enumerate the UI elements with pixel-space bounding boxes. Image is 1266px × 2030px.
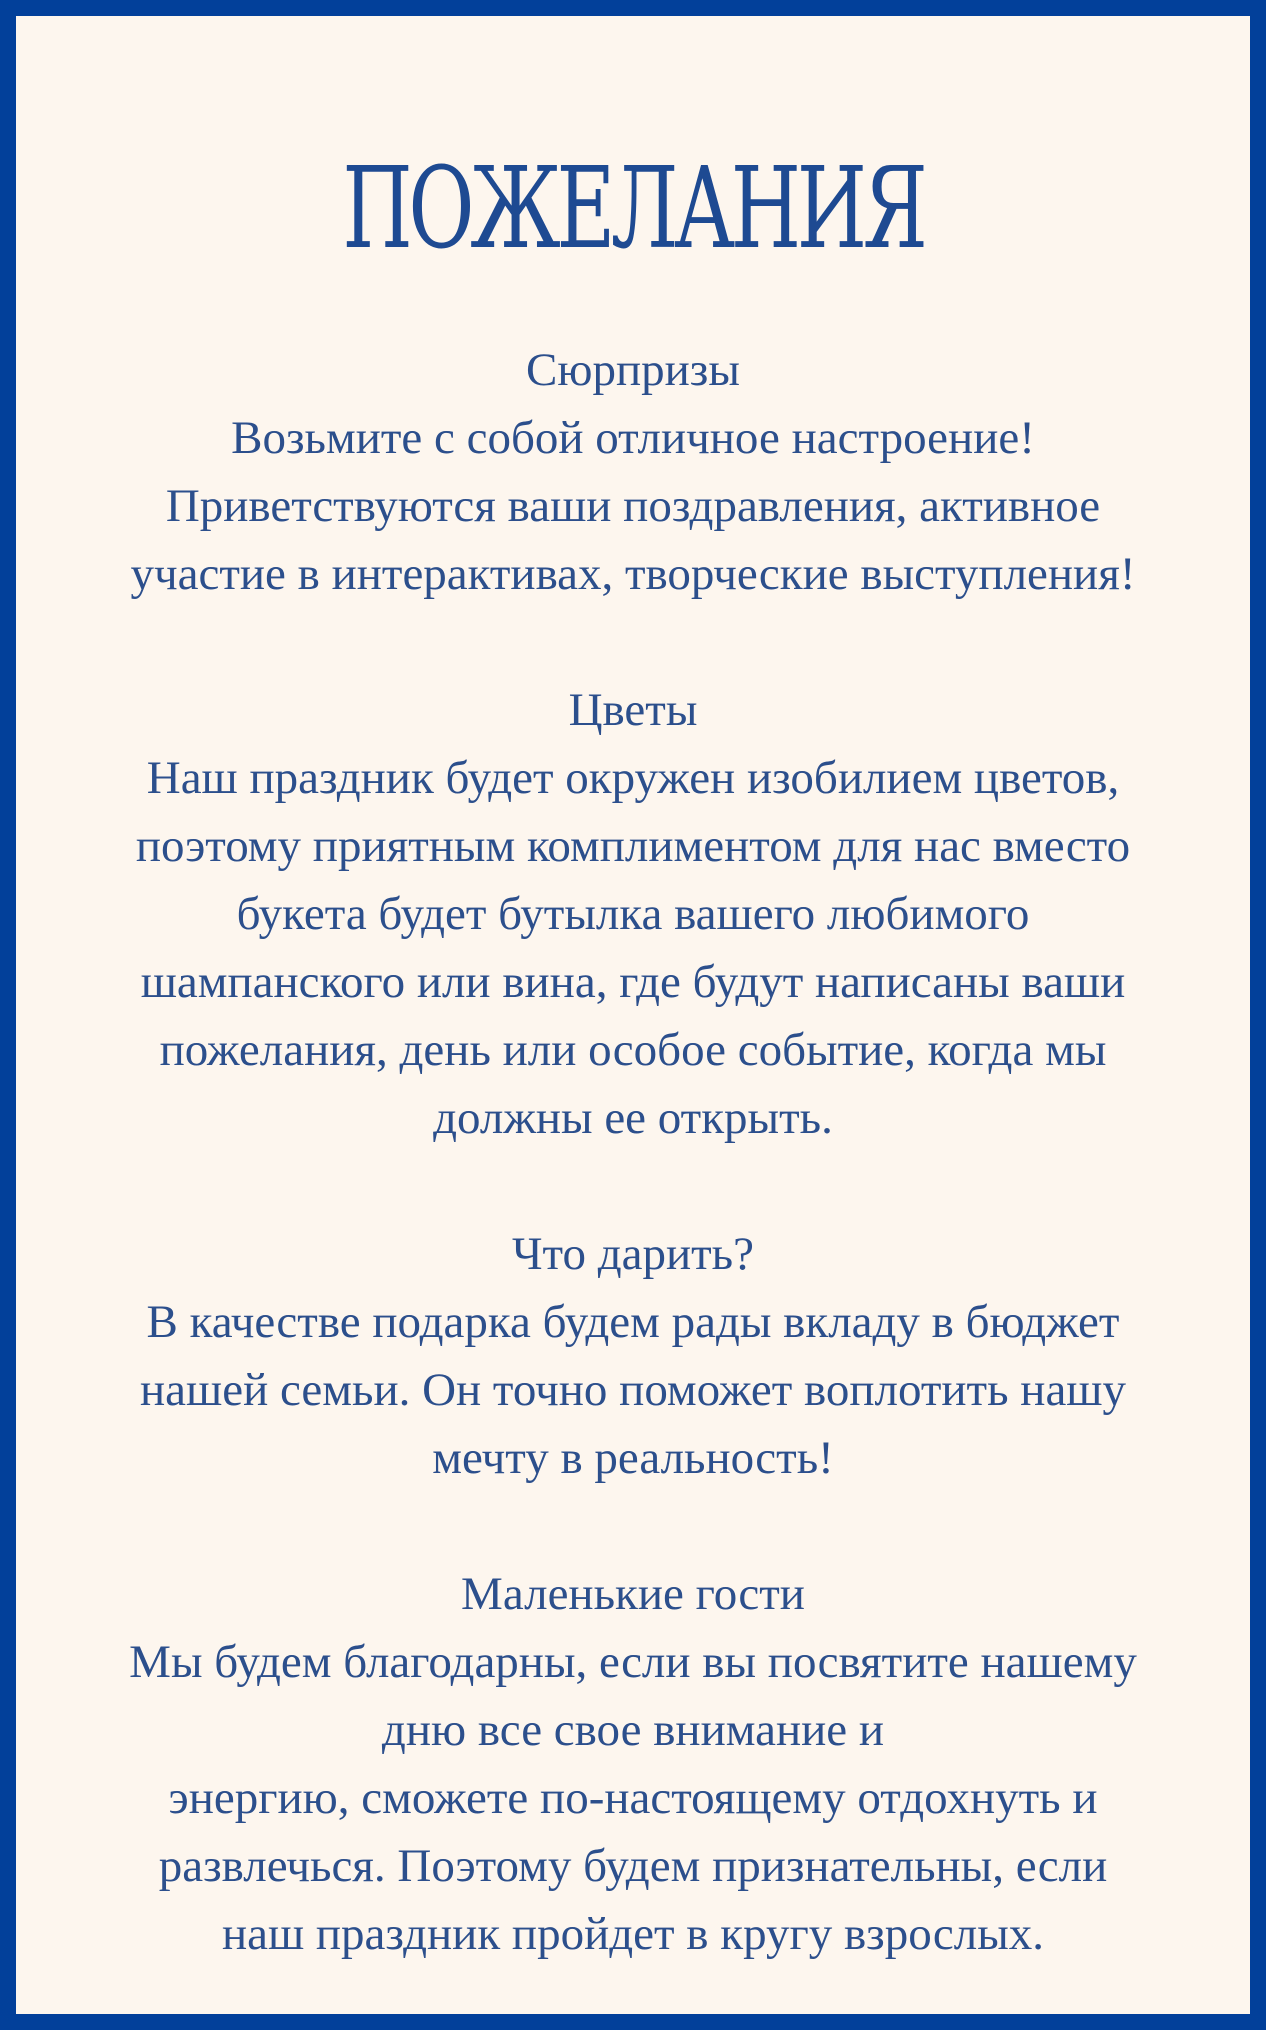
section-text-line: шампанского или вина, где будут написаны ваши xyxy=(140,956,1126,1008)
section-text-line: мечту в реальность! xyxy=(432,1432,834,1484)
section-gifts xyxy=(56,1220,1210,1492)
section-text-line: В качестве подарка будем рады вкладу в бюджет xyxy=(146,1296,1120,1348)
section-text-line: Мы будем благодарны, если вы посвятите нашему xyxy=(129,1636,1137,1688)
section-text-line: развлечься. Поэтому будем признательны, если xyxy=(158,1840,1108,1892)
section-text-line: пожелания, день или особое событие, когда мы xyxy=(159,1024,1107,1076)
content xyxy=(56,336,1210,1968)
section-heading: Маленькие гости xyxy=(461,1568,805,1620)
section-heading: Сюрпризы xyxy=(526,344,740,396)
section-text-line: дню все свое внимание и xyxy=(381,1704,885,1756)
section-heading: Цветы xyxy=(568,684,698,736)
section-text-line: наш праздник пройдет в кругу взрослых. xyxy=(221,1908,1045,1960)
section-text-line: букета будет бутылка вашего любимого xyxy=(236,888,1030,940)
section-text-line: поэтому приятным комплиментом для нас вместо xyxy=(135,820,1131,872)
section-heading: Что дарить? xyxy=(512,1228,754,1280)
section-text-line: нашей семьи. Он точно поможет воплотить нашу xyxy=(140,1364,1126,1416)
section-surprises xyxy=(56,336,1210,608)
section-flowers xyxy=(56,676,1210,1152)
section-text-line: Возьмите с собой отличное настроение! xyxy=(231,412,1035,464)
section-text-line: Приветствуются ваши поздравления, активное xyxy=(165,480,1101,532)
section-text-line: Наш праздник будет окружен изобилием цветов, xyxy=(146,752,1120,804)
section-text-line: участие в интерактивах, творческие выступления! xyxy=(130,548,1136,600)
card-frame xyxy=(16,16,1250,2014)
page-title: ПОЖЕЛАНИЯ xyxy=(342,144,924,274)
section-text-line: должны ее открыть. xyxy=(433,1092,833,1144)
section-little-guests xyxy=(56,1560,1210,1968)
section-text-line: энергию, сможете по-настоящему отдохнуть и xyxy=(168,1772,1098,1824)
